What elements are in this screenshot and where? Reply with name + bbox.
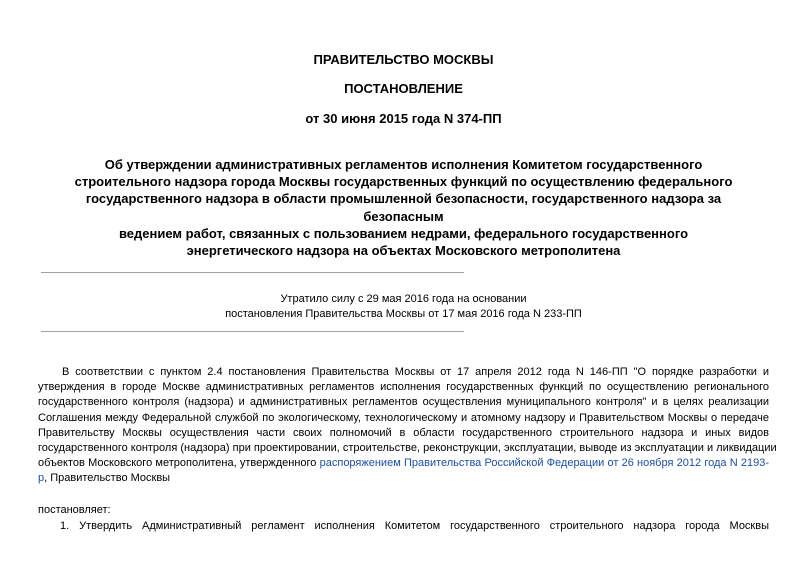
preamble-line xyxy=(38,471,769,486)
divider-top xyxy=(41,272,464,273)
preamble-line: государственного контроля (надзора) при проектировании, строительстве, реконструкции, эксплуатации, выводе из эксплуатации и ликвидации xyxy=(38,441,777,454)
title-line: ведением работ, связанных с пользованием недрами, федерального государственного xyxy=(118,225,689,241)
preamble-line xyxy=(38,456,769,471)
preamble-line: государственного контроля (надзора) и административных регламентов осуществления муниципального контроля" и в целях реализации xyxy=(38,396,769,409)
preamble-line: утверждения в городе Москве административных регламентов исполнения государственных функций по осуществлению регионального xyxy=(38,381,769,394)
preamble-line: Правительству Москвы осуществления части своих полномочий в области государственного строительного надзора и иных видов xyxy=(38,426,769,439)
preamble-line: В соответствии с пунктом 2.4 постановления Правительства Москвы от 17 апреля 2012 года N 146-ПП "О порядке разработки и xyxy=(62,366,769,378)
preamble-paragraph xyxy=(38,365,777,487)
government-order-link-end[interactable]: р xyxy=(38,472,45,485)
preamble-line: Соглашения между Федеральной службой по экологическому, технологическому и атомному надзору и Правительством Москвы о передаче xyxy=(38,411,769,424)
divider-bottom xyxy=(41,331,464,332)
government-order-link[interactable]: распоряжением Правительства Российской Федерации от 26 ноября 2012 года N 2193- xyxy=(319,457,770,470)
status-notice-line: постановления Правительства Москвы от 17 мая 2016 года N 233-ПП xyxy=(225,308,582,320)
title-line: энергетического надзора на объектах Московского метрополитена xyxy=(186,243,621,259)
title-line: безопасным xyxy=(363,208,444,224)
document-title xyxy=(0,156,807,259)
title-line: государственного надзора в области промышленной безопасности, государственного надзора за xyxy=(85,191,722,207)
document-kind: ПОСТАНОВЛЕНИЕ xyxy=(344,81,463,96)
resolves-label: постановляет: xyxy=(38,504,111,516)
resolution-item-1: 1. Утвердить Административный регламент исполнения Комитетом государственного строительного надзора города Москвы xyxy=(60,520,769,532)
preamble-text: объектов Московского метрополитена, утвержденного xyxy=(38,457,320,470)
preamble-text: , Правительство Москвы xyxy=(44,472,171,485)
title-line: Об утверждении административных регламентов исполнения Комитетом государственного xyxy=(104,157,703,172)
document-date-number: от 30 июня 2015 года N 374-ПП xyxy=(305,111,502,126)
status-notice-line: Утратило силу с 29 мая 2016 года на основании xyxy=(280,293,527,305)
issuing-organization: ПРАВИТЕЛЬСТВО МОСКВЫ xyxy=(313,52,494,67)
title-line: строительного надзора города Москвы государственных функций по осуществлению федерального xyxy=(74,174,733,190)
